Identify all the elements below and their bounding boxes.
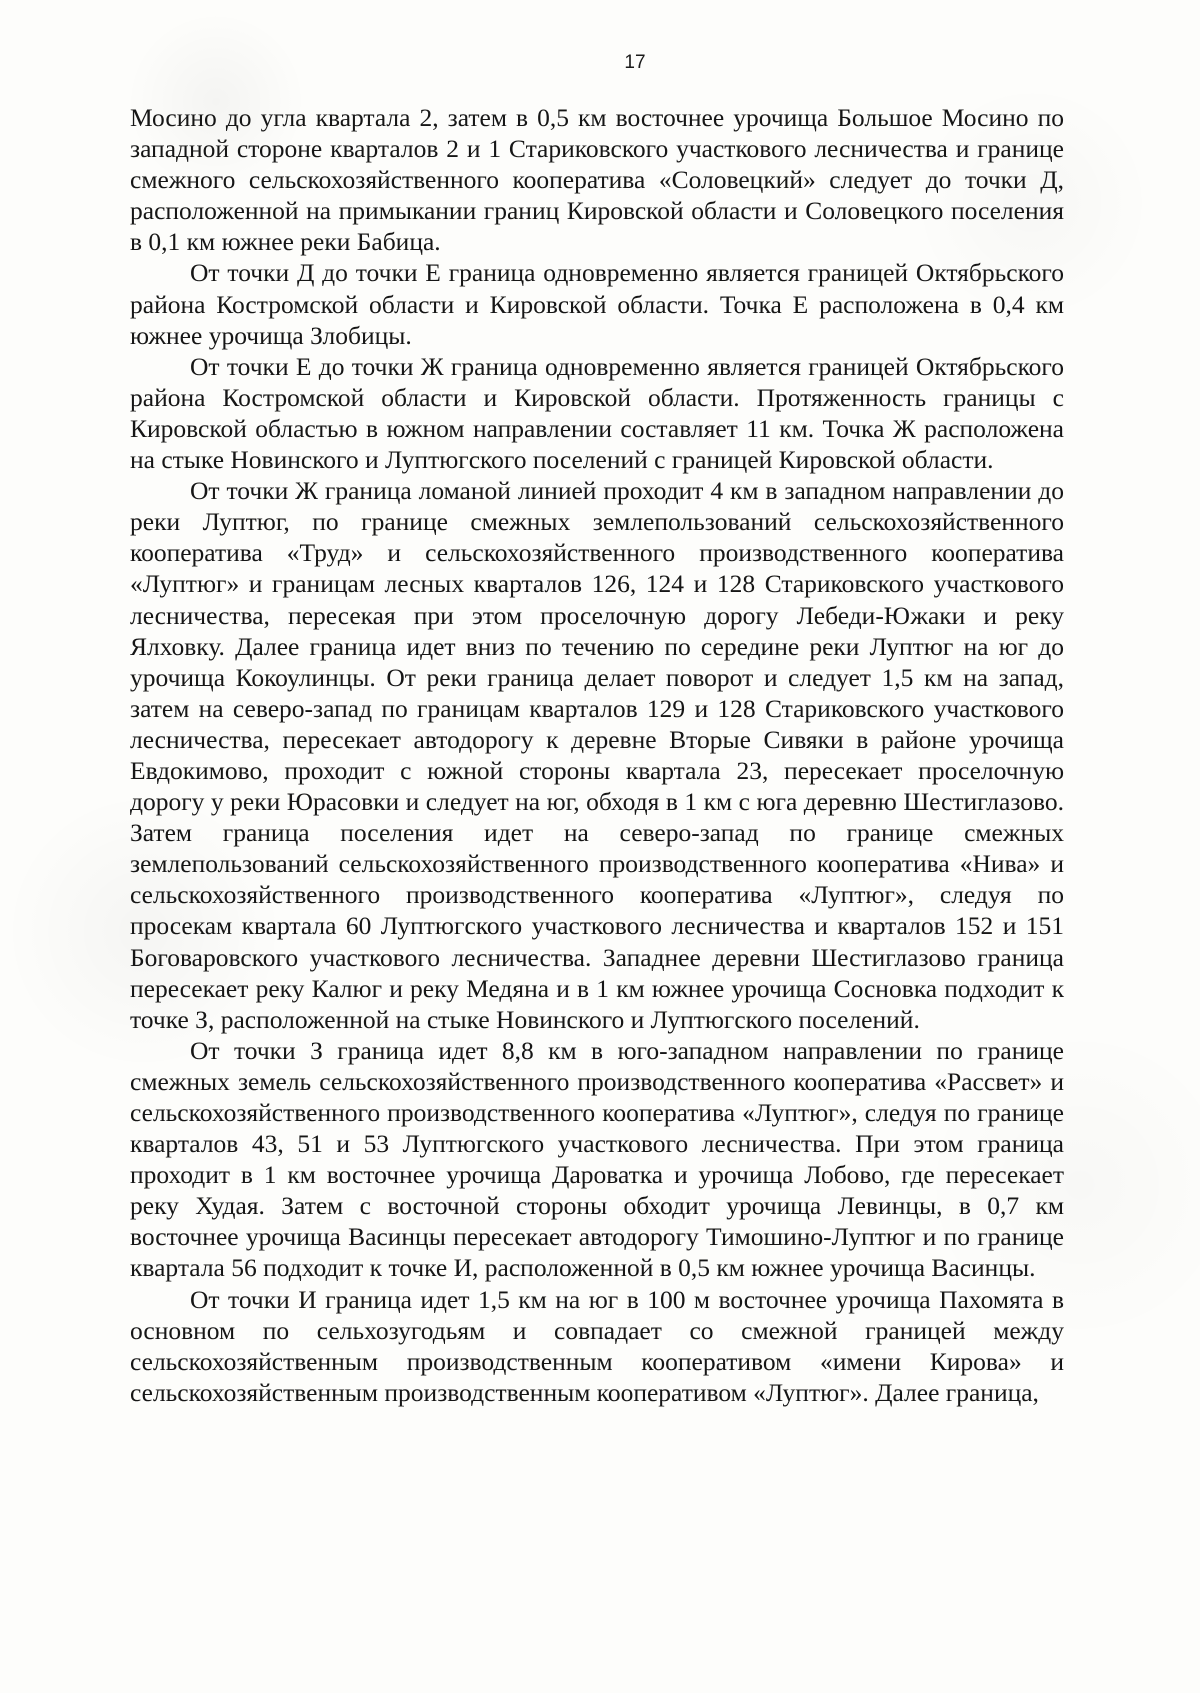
page-number: 17 <box>624 52 646 73</box>
paragraph-point-zh-to-z: От точки Ж граница ломаной линией проходит 4 км в западном направлении до реки Луптюг, по границе смежных землепользований сельскохозяйственного кооператива «Труд» и сельскохозяйственного производственного кооператива «Луптюг» и границам лесных кварталов 126, 124 и 128 Стариковского участкового лесничества, пересекая при этом проселочную дорогу Лебеди-Южаки и реку Ялховку. Далее граница идет вниз по течению по середине реки Луптюг на юг до урочища Кокоулинцы. От реки граница делает поворот и следует 1,5 км на запад, затем на северо-запад по границам кварталов 129 и 128 Стариковского участкового лесничества, пересекает автодорогу к деревне Вторые Сивяки в районе урочища Евдокимово, проходит с южной стороны квартала 23, пересекает проселочную дорогу у реки Юрасовки и следует на юг, обходя в 1 км с юга деревню Шестиглазово. Затем граница поселения идет на северо-запад по границе смежных землепользований сельскохозяйственного производственного кооператива «Нива» и сельскохозяйственного производственного кооператива «Луптюг», следуя по просекам квартала 60 Луптюгского участкового лесничества и кварталов 152 и 151 Боговаровского участкового лесничества. Западнее деревни Шестиглазово граница пересекает реку Калюг и реку Медяна и в 1 км южнее урочища Сосновка подходит к точке З, расположенной на стыке Новинского и Луптюгского поселений. <box>130 476 1064 1034</box>
paragraph-point-e-to-zh: От точки Е до точки Ж граница одновременно является границей Октябрьского района Костромской области и Кировской области. Протяженность границы с Кировской областью в южном направлении составляет 11 км. Точка Ж расположена на стыке Новинского и Луптюгского поселений с границей Кировской области. <box>130 351 1064 475</box>
paragraph-continuation: Мосино до угла квартала 2, затем в 0,5 км восточнее урочища Большое Мосино по западной стороне кварталов 2 и 1 Стариковского участкового лесничества и границе смежного сельскохозяйственного кооператива «Соловецкий» следует до точки Д, расположенной на примыкании границ Кировской области и Соловецкого поселения в 0,1 км южнее реки Бабица. <box>130 103 1064 257</box>
paragraph-point-z-to-i: От точки З граница идет 8,8 км в юго-западном направлении по границе смежных земель сельскохозяйственного производственного кооператива «Рассвет» и сельскохозяйственного производственного кооператива «Луптюг», следуя по границе кварталов 43, 51 и 53 Луптюгского участкового лесничества. При этом граница проходит в 1 км восточнее урочища Дароватка и урочища Лобово, где пересекает реку Худая. Затем с восточной стороны обходит урочища Левинцы, в 0,7 км восточнее урочища Васинцы пересекает автодорогу Тимошино-Луптюг и по границе квартала 56 подходит к точке И, расположенной в 0,5 км южнее урочища Васинцы. <box>130 1035 1064 1283</box>
paragraph-point-d-to-e: От точки Д до точки Е граница одновременно является границей Октябрьского района Костромской области и Кировской области. Точка Е расположена в 0,4 км южнее урочища Злобицы. <box>130 258 1064 350</box>
document-body <box>130 102 1064 1408</box>
paragraph-point-i-onward: От точки И граница идет 1,5 км на юг в 100 м восточнее урочища Пахомята в основном по сельхозугодьям и совпадает со смежной границей между сельскохозяйственным производственным кооперативом «имени Кирова» и сельскохозяйственным производственным кооперативом «Луптюг». Далее граница, <box>130 1284 1064 1407</box>
